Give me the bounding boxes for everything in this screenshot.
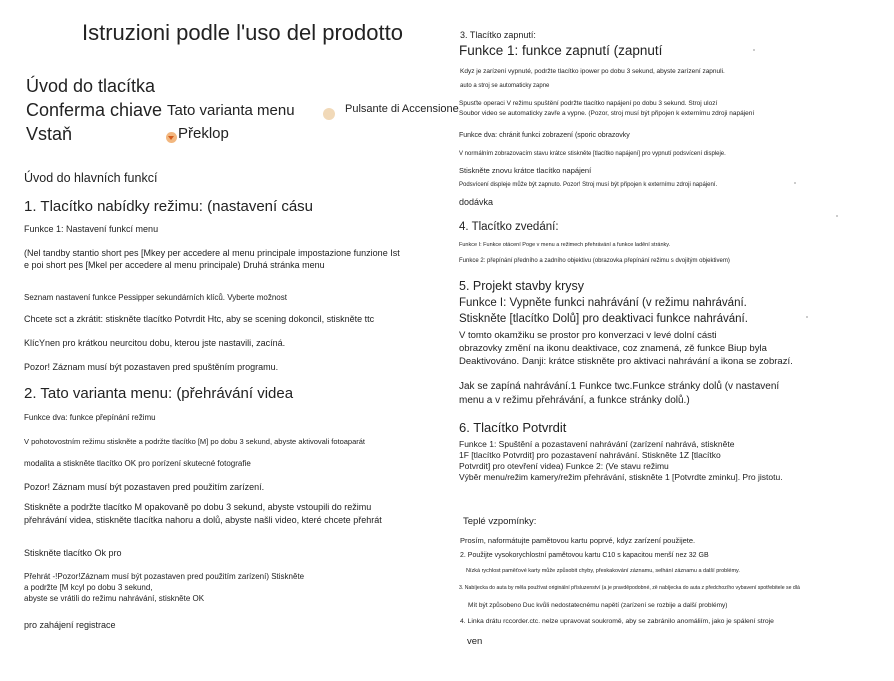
section-5-function-1b: Stiskněte [tlacítko Dolů] pro deaktivaci funkce nahrávání. <box>459 313 748 325</box>
section-2-para-5: Stiskněte tlacítko Ok pro <box>24 548 122 558</box>
confirm-key-label: Conferma chiave <box>26 100 163 120</box>
scan-speck <box>836 215 838 217</box>
section-3-para-4: V normálním zobrazovacím stavu krátce stiskněte [tlacítko napájení] pro vypnutí podsvícení displeje. <box>459 151 726 157</box>
button-intro-heading: Úvod do tlacítka <box>26 76 156 96</box>
section-5-para-4: Jak se zapíná nahrávání.1 Funkce twc.Funkce stránky dolů (v nastavení <box>459 381 780 392</box>
section-1-para-4: KlícYnen pro krátkou neurcitou dobu, kterou jste nastavili, zacíná. <box>24 338 286 348</box>
power-button-label: Pulsante di Accensione <box>345 103 459 115</box>
section-2-para-6a: Přehrát -!Pozor!Záznam musí být pozastaven pred použitím zarízení) Stiskněte <box>24 572 305 581</box>
section-5-para-2: obrazovky změní na ikonu deaktivace, coz znamená, zě funkce Biup byla <box>459 343 767 354</box>
tip-0: Prosím, naformátujte pamětovou kartu poprvé, kdyz zarízení použijete. <box>460 536 696 545</box>
section-3-para-6: Podsvícení displeje může být zapnuto. Pozor! Stroj musí být připojen k externímu zdroji napájení. <box>459 182 718 188</box>
section-5-function-1: Funkce I: Vypněte funkci nahrávání (v režimu nahrávání. <box>459 297 747 309</box>
section-2-para-3: Pozor! Záznam musí být pozastaven pred použitím zarízení. <box>24 482 265 492</box>
section-4-para-2: Funkce 2: přepínání předního a zadního objektivu (obrazovka přepínání režimu s dvojitým objektivem) <box>459 258 730 264</box>
section-3-para-3b: Soubor video se automaticky zavře a vypne. (Pozor, stroj musí být připojen k externímu zdroji napájení <box>459 110 755 117</box>
section-6-heading: 6. Tlacítko Potvrdit <box>459 420 567 435</box>
section-3-para-7: dodávka <box>459 197 494 207</box>
section-2-function-2: Funkce dva: funkce přepínání režimu <box>24 413 156 422</box>
get-up-label: Vstaň <box>26 124 73 144</box>
variant-menu-label: Tato varianta menu <box>167 102 295 119</box>
scan-speck <box>806 316 808 318</box>
tip-3-detail: Mít být způsobeno Duc kvůli nedostatecnému napětí (zarízení se rozbije a další problémy) <box>468 602 728 609</box>
section-3-heading: 3. Tlacítko zapnutí: <box>460 30 536 40</box>
section-2-para-2: modalita a stiskněte tlacítko OK pro porízení skutecné fotografie <box>24 459 251 468</box>
section-2-para-6b: a podržte [M kcyl po dobu 3 sekund, <box>24 583 153 592</box>
section-1-para-1b: e poi short pes [Mkel per accedere al menu principale) Druhá stránka menu <box>24 260 325 270</box>
tip-5: ven <box>467 636 483 647</box>
tip-2-detail: Nízká rychlost paměťové karty může způsobit chyby, přeskakování záznamu, selhání záznamu a další problémy. <box>466 568 740 574</box>
section-2-para-1: V pohotovostním režimu stiskněte a podržte tlacítko [M] po dobu 3 sekund, abyste aktivovali fotoaparát <box>24 437 366 446</box>
power-key-icon <box>323 104 335 123</box>
section-4-para-1: Funkce I: Funkce otácení Poge v menu a režimech přehrávání a funkce ladění stránky. <box>459 242 671 248</box>
tip-2: 2. Použijte vysokorychlostní pamětovou kartu C10 s kapacitou menší nez 32 GB <box>460 552 709 559</box>
section-5-para-1: V tomto okamžiku se prostor pro konverzaci v levé dolní cásti <box>459 330 717 341</box>
section-2-heading: 2. Tato varianta menu: (přehrávání videa <box>24 385 294 402</box>
section-3-function-2: Funkce dva: chránit funkci zobrazení (sporic obrazovky <box>459 132 630 139</box>
section-3-para-3a: Spusťte operaci V režimu spuštění podržte tlacítko napájení po dobu 3 sekund. Stroj ulozí <box>459 100 718 107</box>
section-3-para-1: Kdyz je zarízení vypnuté, podržte tlacítko ipower po dobu 3 sekund, abyste zarízení zapnuli. <box>460 68 725 75</box>
section-2-para-4a: Stiskněte a podržte tlacítko M opakovaně po dobu 3 sekund, abyste vstoupili do režimu <box>24 502 372 512</box>
section-6-para-3: Potvrdit] pro otevření videa) Funkce 2: (Ve stavu režimu <box>459 461 669 471</box>
tips-heading: Teplé vzpomínky: <box>463 516 537 527</box>
section-4-heading: 4. Tlacítko zvedání: <box>459 221 559 233</box>
section-2-para-4b: přehrávání videa, stiskněte tlacítka nahoru a dolů, abyste našli video, které chcete přehrát <box>24 515 382 525</box>
section-2-para-6c: abyste se vrátili do režimu nahrávání, stiskněte OK <box>24 594 205 603</box>
section-3-function-1: Funkce 1: funkce zapnutí (zapnutí <box>459 43 663 58</box>
section-2-para-7: pro zahájení registrace <box>24 620 116 630</box>
main-functions-heading: Úvod do hlavních funkcí <box>24 171 158 185</box>
section-3-para-5: Stiskněte znovu krátce tlacítko napájení <box>459 166 592 175</box>
scan-speck <box>753 49 755 51</box>
scan-speck <box>794 182 796 184</box>
section-1-para-1a: (Nel tandby stantio short pes [Mkey per accedere al menu principale impostazione funzione Ist <box>24 248 400 258</box>
section-5-para-5: menu a v režimu přehrávání, a funkce stránky dolů.) <box>459 395 690 406</box>
section-1-para-5: Pozor! Záznam musí být pozastaven pred spuštěním programu. <box>24 362 279 372</box>
section-1-function-1: Funkce 1: Nastavení funkcí menu <box>24 224 159 234</box>
section-6-para-1: Funkce 1: Spuštění a pozastavení nahrávání (zarízení nahrává, stiskněte <box>459 439 735 449</box>
section-1-para-3: Chcete sct a zkrátit: stiskněte tlacítko Potvrdit Htc, aby se scening dokoncil, stiskněte ttc <box>24 314 375 324</box>
section-5-heading: 5. Projekt stavby krysy <box>459 279 585 293</box>
section-1-heading: 1. Tlacítko nabídky režimu: (nastavení cásu <box>24 198 314 215</box>
page-title: Istruzioni podle l'uso del prodotto <box>82 20 403 45</box>
section-6-para-2: 1F [tlacítko Potvrdit] pro pozastavení nahrávání. Stiskněte 1Z [tlacítko <box>459 450 721 460</box>
section-5-para-3: Deaktivováno. Danji: krátce stiskněte pro aktivaci nahrávání a ikona se zobrazí. <box>459 356 793 367</box>
flip-label: Překlop <box>178 125 229 142</box>
section-6-para-4: Výběr menu/režim kamery/režim přehrávání, stiskněte 1 [Potvrdte zminku]. Pro jistotu. <box>459 472 783 482</box>
section-1-para-2: Seznam nastavení funkce Pessipper sekundárních klíců. Vyberte možnost <box>24 293 287 302</box>
tip-4: 4. Linka drátu rccorder.ctc. nelze upravovat soukromě, aby se zabránilo anomáliím, jako je spálení stroje <box>460 618 774 625</box>
down-arrow-icon <box>166 128 178 147</box>
tip-3: 3. Nabíjecka do auta by měla používat originální přísluzenství (a je pravděpodobné, zě nabíjecka do auta z předchozího vybavení spotřebitele se dlá <box>459 585 800 591</box>
section-3-para-2: auto a stroj se automaticky zapne <box>460 83 550 89</box>
